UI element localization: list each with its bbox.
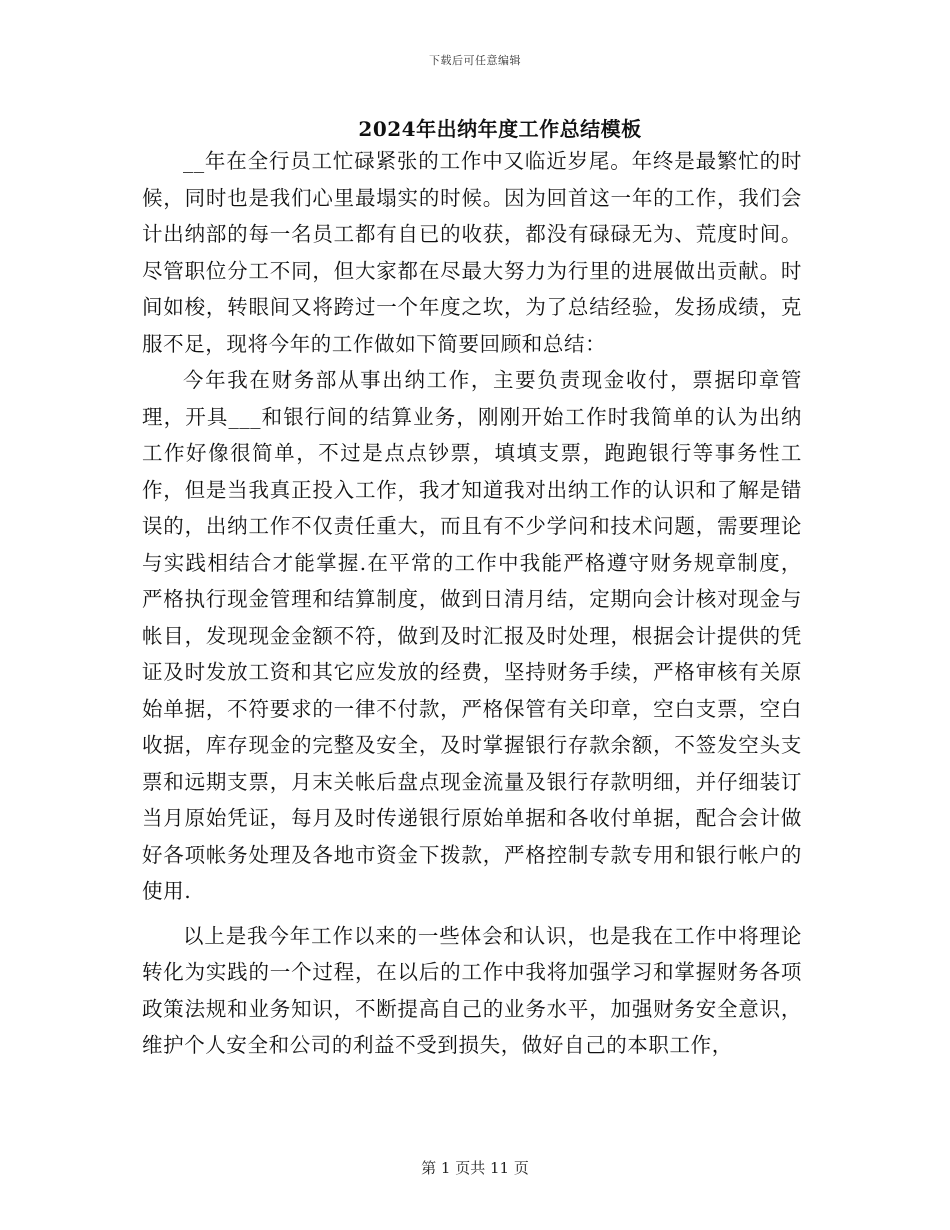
body-paragraph-3: 以上是我今年工作以来的一些体会和认识，也是我在工作中将理论转化为实践的一个过程，在以后的工作中我将加强学习和掌握财务各项政策法规和业务知识，不断提高自己的业务水平，加强财务安全意识，维护个人安全和公司的利益不受到损失，做好自己的本职工作， (142, 923, 802, 1057)
header-note: 下载后可任意编辑 (429, 54, 521, 67)
body-paragraph-1: __年在全行员工忙碌紧张的工作中又临近岁尾。年终是最繁忙的时候，同时也是我们心里最塌实的时候。因为回首这一年的工作，我们会计出纳部的每一名员工都有自已的收获，都没有碌碌无为、荒度时间。尽管职位分工不同，但大家都在尽最大努力为行里的进展做出贡献。时间如梭，转眼间又将跨过一个年度之坎，为了总结经验，发扬成绩，克服不足，现将今年的工作做如下简要回顾和总结： (142, 149, 802, 356)
body-paragraph-2: 今年我在财务部从事出纳工作，主要负责现金收付，票据印章管理，开具___和银行间的结算业务，刚刚开始工作时我简单的认为出纳工作好像很简单，不过是点点钞票，填填支票，跑跑银行等事务性工作，但是当我真正投入工作，我才知道我对出纳工作的认识和了解是错误的，出纳工作不仅责任重大，而且有不少学问和技术问题，需要理论与实践相结合才能掌握.在平常的工作中我能严格遵守财务规章制度，严格执行现金管理和结算制度，做到日清月结，定期向会计核对现金与帐目，发现现金金额不符，做到及时汇报及时处理，根据会计提供的凭证及时发放工资和其它应发放的经费，坚持财务手续，严格审核有关原始单据，不符要求的一律不付款，严格保管有关印章，空白支票，空白收据，库存现金的完整及安全，及时掌握银行存款余额，不签发空头支票和远期支票，月末关帐后盘点现金流量及银行存款明细，并仔细装订当月原始凭证，每月及时传递银行原始单据和各收付单据，配合会计做好各项帐务处理及各地市资金下拨款，严格控制专款专用和银行帐户的使用. (142, 368, 802, 903)
document-title: 2024年出纳年度工作总结模板 (358, 117, 642, 141)
document-body (142, 143, 802, 1064)
page-number-footer: 第 1 页共 11 页 (421, 1159, 529, 1177)
